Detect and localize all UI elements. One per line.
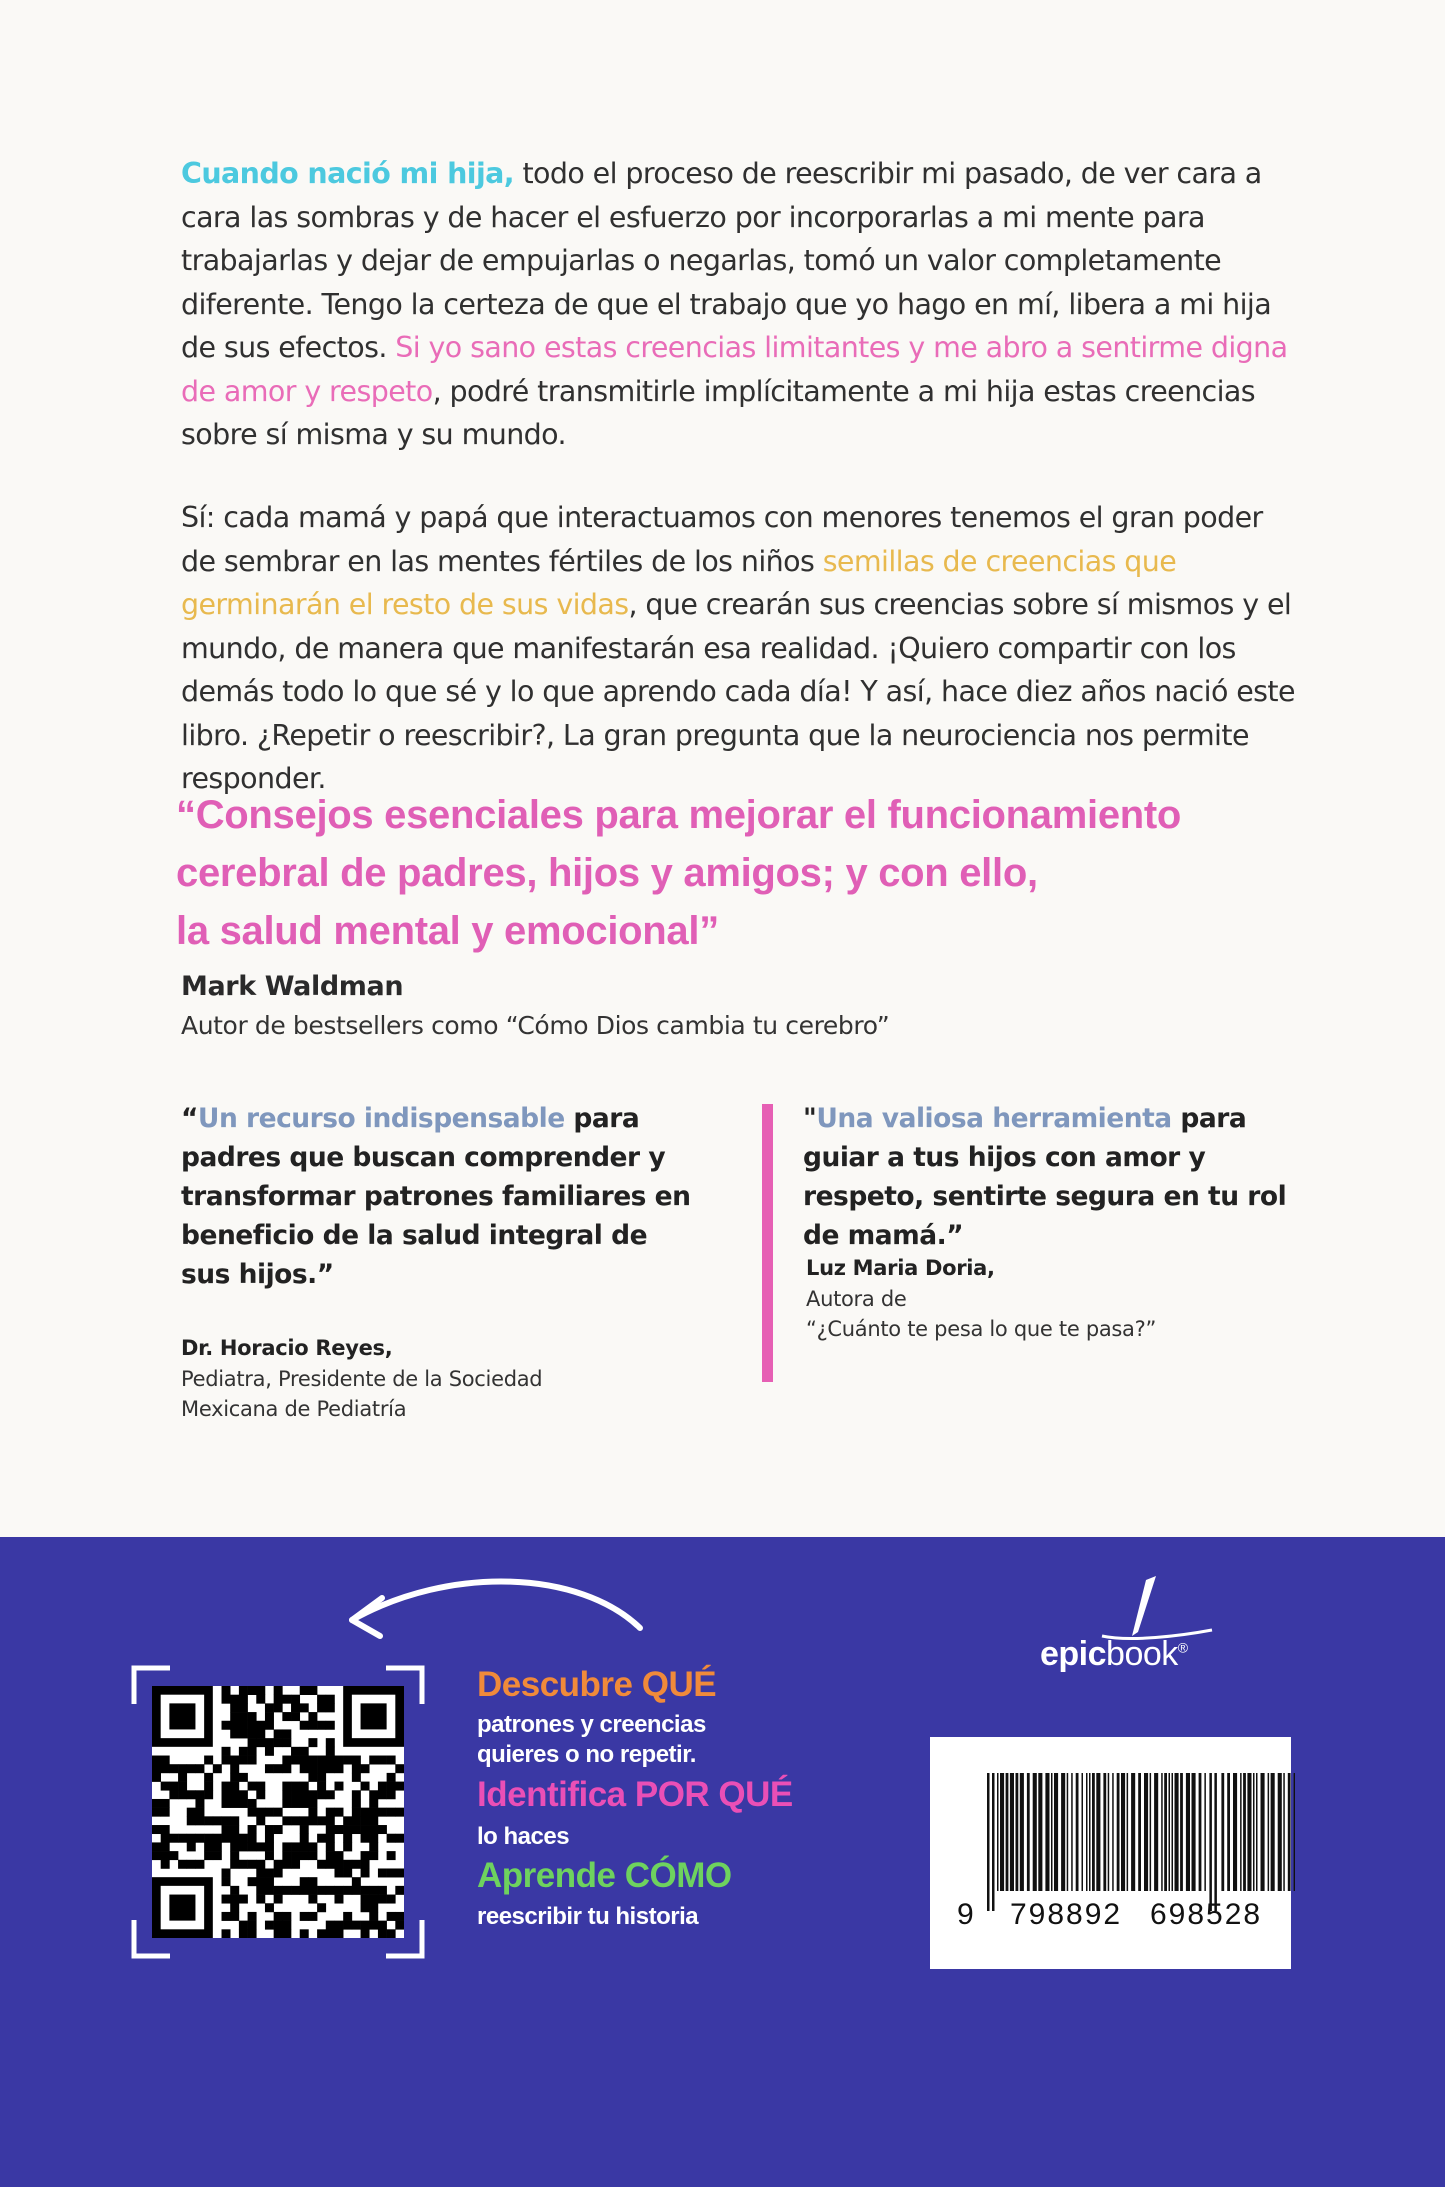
barcode-bar: [997, 1773, 999, 1891]
featured-quote-author-role: Autor de bestsellers como “Cómo Dios cambia tu cerebro”: [181, 1011, 890, 1040]
intro-text-1: todo el proceso de reescribir mi pasado, de ver cara a cara las sombras y de hacer el esfuerzo por incorporarlas a mi mente para trabajarlas y dejar de empujarlas o negarlas, tomó un valor completamente diferente. Tengo la certeza de que el trabajo que yo hago en mí, libera a mi hija de sus efectos.: [181, 157, 1272, 364]
intro-paragraph: [181, 152, 1301, 457]
promo-heading-discover: Descubre QUÉ: [477, 1665, 717, 1704]
barcode-bar: [1138, 1773, 1141, 1891]
barcode-bar: [1288, 1773, 1291, 1891]
featured-quote-line-1: “Consejos esenciales para mejorar el funcionamiento: [176, 793, 1182, 837]
barcode-bar: [1199, 1773, 1202, 1891]
barcode-bar: [1209, 1773, 1212, 1911]
promo-sub-discover-line-2: quieres o no repetir.: [477, 1741, 696, 1768]
featured-quote-line-2: cerebral de padres, hijos y amigos; y con ello,: [176, 851, 1038, 895]
review-luz-maria-doria: [803, 1099, 1323, 1255]
barcode-bar: [1038, 1773, 1042, 1891]
barcode: [985, 1773, 1295, 1911]
review-2-open-quote: ": [803, 1103, 817, 1134]
review-2-name: Luz Maria Doria,: [806, 1256, 995, 1280]
barcode-bar: [1006, 1773, 1009, 1891]
barcode-bar: [1253, 1773, 1255, 1891]
barcode-bar: [1121, 1773, 1125, 1891]
barcode-bar: [1294, 1773, 1295, 1891]
barcode-bar: [1180, 1773, 1183, 1891]
promo-heading-learn: Aprende CÓMO: [477, 1856, 732, 1895]
barcode-bar: [1172, 1773, 1174, 1891]
barcode-bar: [1076, 1773, 1079, 1891]
second-text-2: , que crearán sus creencias sobre sí mismos y el mundo, de manera que manifestarán esa realidad. ¡Quiero compartir con los demás todo lo que sé y lo que aprendo cada día! Y así, hace diez años nació este libro. ¿Repetir o reescribir?, La gran pregunta que la neurociencia nos permite responder.: [181, 588, 1295, 795]
barcode-bar: [1067, 1773, 1069, 1891]
barcode-first-digit: 9: [957, 1898, 976, 1931]
barcode-bar: [1086, 1773, 1088, 1891]
barcode-bar: [1243, 1773, 1246, 1891]
featured-quote: [176, 786, 1376, 960]
barcode-bar: [987, 1773, 990, 1911]
featured-quote-author: Mark Waldman: [181, 971, 404, 1002]
publisher-logo-light: book: [1106, 1635, 1178, 1673]
barcode-bar: [1214, 1773, 1217, 1911]
publisher-logo-bold: epic: [1040, 1635, 1107, 1673]
barcode-bar: [1112, 1773, 1114, 1891]
barcode-bar: [1000, 1773, 1004, 1891]
barcode-bar: [1192, 1773, 1196, 1891]
barcode-bar: [1283, 1773, 1285, 1891]
second-text-1: Sí: cada mamá y papá que interactuamos con menores tenemos el gran poder de sembrar en las mentes fértiles de los niños: [181, 501, 1263, 578]
barcode-bar: [1161, 1773, 1163, 1891]
barcode-bar: [1131, 1773, 1135, 1891]
barcode-bar: [1240, 1773, 1242, 1891]
barcode-bar: [1127, 1773, 1129, 1891]
barcode-bar: [1186, 1773, 1190, 1891]
barcode-bar: [1204, 1773, 1206, 1891]
barcode-bar: [1054, 1773, 1058, 1891]
barcode-bar: [1016, 1773, 1019, 1891]
barcode-bar: [1261, 1773, 1265, 1891]
review-1-open-quote: “: [181, 1103, 198, 1134]
review-2-role-line-1: Autora de: [806, 1287, 907, 1311]
barcode-bar: [1154, 1773, 1158, 1891]
publisher-logo: [1040, 1635, 1188, 1674]
barcode-bar: [1233, 1773, 1237, 1891]
barcode-bar: [1164, 1773, 1167, 1891]
barcode-bar: [1045, 1773, 1049, 1891]
barcode-bar: [1082, 1773, 1084, 1891]
barcode-bar: [1051, 1773, 1053, 1891]
promo-sub-discover: [477, 1710, 706, 1770]
promo-sub-discover-line-1: patrones y creencias: [477, 1711, 706, 1738]
barcode-bar: [1096, 1773, 1100, 1891]
barcode-bar: [1092, 1773, 1095, 1891]
intro-lead: Cuando nació mi hija,: [181, 157, 514, 190]
barcode-bar: [1071, 1773, 1073, 1891]
barcode-bar: [1033, 1773, 1037, 1891]
review-2-role-line-2: “¿Cuánto te pesa lo que te pasa?”: [806, 1317, 1157, 1341]
barcode-bar: [1175, 1773, 1179, 1891]
barcode-bar: [1227, 1773, 1230, 1891]
barcode-bar: [1144, 1773, 1148, 1891]
barcode-bar: [1117, 1773, 1120, 1891]
review-2-role: [806, 1284, 1226, 1344]
featured-quote-line-3: la salud mental y emocional”: [176, 909, 719, 953]
promo-sub-learn: reescribir tu historia: [477, 1903, 699, 1930]
barcode-bar: [1010, 1773, 1014, 1891]
barcode-bar: [992, 1773, 995, 1911]
barcode-bar: [1089, 1773, 1091, 1891]
second-highlight: semillas de creencias que germinarán el resto de sus vidas: [181, 544, 1177, 621]
barcode-left-digits: 798892: [1010, 1898, 1123, 1931]
barcode-bar: [1108, 1773, 1110, 1891]
promo-heading-identify: Identifica POR QUÉ: [477, 1775, 793, 1814]
barcode-bar: [1061, 1773, 1065, 1891]
intro-text-2: , podré transmitirle implícitamente a mi hija estas creencias sobre sí misma y su mundo.: [181, 374, 1256, 451]
barcode-bar: [1150, 1773, 1152, 1891]
qr-code[interactable]: [152, 1686, 404, 1938]
second-paragraph: [181, 496, 1301, 801]
promo-sub-identify: lo haces: [477, 1823, 570, 1850]
review-horacio-reyes: [181, 1099, 701, 1294]
barcode-bar: [1247, 1773, 1251, 1891]
review-1-text: para padres que buscan comprender y transformar patrones familiares en beneficio de la salud integral de sus hijos.”: [181, 1103, 691, 1290]
barcode-bar: [1221, 1773, 1224, 1891]
review-1-name: Dr. Horacio Reyes,: [181, 1336, 393, 1360]
barcode-bar: [1271, 1773, 1275, 1891]
barcode-bar: [1268, 1773, 1270, 1891]
barcode-bar: [1020, 1773, 1024, 1891]
review-1-role: Pediatra, Presidente de la Sociedad Mexicana de Pediatría: [181, 1367, 543, 1421]
barcode-bar: [1278, 1773, 1282, 1891]
review-1-highlight: Un recurso indispensable: [197, 1103, 565, 1134]
barcode-bar: [1027, 1773, 1030, 1891]
intro-highlight: Si yo sano estas creencias limitantes y me abro a sentirme digna de amor y respeto: [181, 331, 1288, 408]
review-2-text: para guiar a tus hijos con amor y respeto, sentirte segura en tu rol de mamá.”: [803, 1103, 1287, 1251]
barcode-bar: [1103, 1773, 1106, 1891]
barcode-bar: [1256, 1773, 1258, 1891]
review-2-highlight: Una valiosa herramienta: [816, 1103, 1172, 1134]
barcode-bar: [1169, 1773, 1171, 1891]
barcode-right-digits: 698528: [1150, 1898, 1263, 1931]
publisher-logo-mark: ®: [1177, 1639, 1188, 1656]
review-divider: [762, 1104, 773, 1382]
